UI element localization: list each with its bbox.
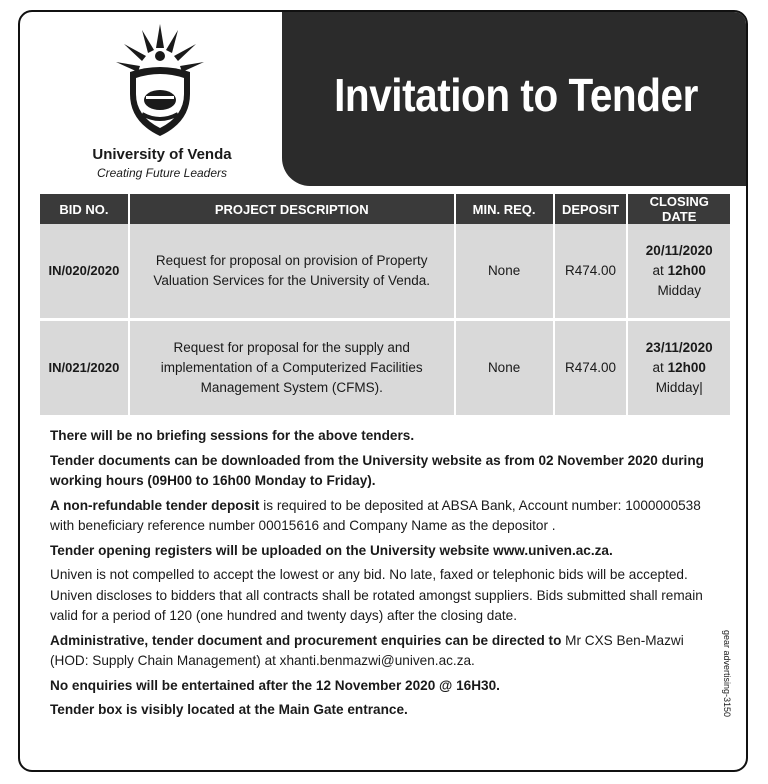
advert-frame	[18, 10, 748, 772]
min-requirement: None	[456, 224, 553, 321]
notice-deposit-bold: A non-refundable tender deposit	[50, 497, 260, 513]
notice-enquiries-bold: Administrative, tender document and procurement enquiries can be directed to	[50, 632, 562, 648]
closing-time-line	[634, 358, 724, 378]
closing-at: at	[652, 263, 664, 278]
table-row	[40, 224, 730, 321]
deposit-amount: R474.00	[555, 224, 627, 321]
notice-briefing: There will be no briefing sessions for the above tenders.	[50, 428, 415, 443]
project-description: Request for proposal on provision of Property Valuation Services for the University of Venda.	[130, 224, 454, 321]
column-header-closing-date: CLOSING DATE	[628, 194, 730, 224]
notice-body	[50, 426, 720, 725]
deposit-amount: R474.00	[555, 321, 627, 418]
table-row	[40, 321, 730, 418]
closing-note: Midday|	[655, 380, 703, 395]
closing-date-cell	[628, 321, 730, 418]
notice-enquiries-text: Mr CXS Ben-Mazwi (HOD: Supply Chain Management) at xhanti.benmazwi@univen.ac.za.	[50, 632, 684, 668]
closing-time-line	[634, 261, 724, 281]
closing-date: 23/11/2020	[645, 340, 713, 355]
closing-note: Midday	[657, 283, 701, 298]
agency-credit: gear advertising-3150	[722, 630, 732, 718]
notice-deposit	[50, 496, 720, 537]
closing-date: 20/11/2020	[645, 243, 713, 258]
closing-date-cell	[628, 224, 730, 321]
notice-tender-box: Tender box is visibly located at the Main Gate entrance.	[50, 702, 408, 717]
notice-deposit-text: is required to be deposited at ABSA Bank, Account number: 1000000538 with beneficiary reference number 00015616 and Company Name as the depositor .	[50, 497, 701, 533]
notice-registers: Tender opening registers will be uploaded on the University website www.univen.ac.za.	[50, 542, 613, 558]
university-crest-logo	[112, 22, 208, 140]
column-header-bid-no: BID NO.	[40, 194, 128, 224]
notice-enquiries	[50, 631, 720, 672]
title-banner	[282, 12, 748, 186]
column-header-description: PROJECT DESCRIPTION	[130, 194, 454, 224]
notice-deadline: No enquiries will be entertained after the 12 November 2020 @ 16H30.	[50, 677, 500, 693]
page-title: Invitation to Tender	[334, 69, 698, 121]
notice-conditions: Univen is not compelled to accept the lowest or any bid. No late, faxed or telephonic bids will be accepted. Univen discloses to bidders that all contracts shall be rotated amongst suppliers. Bids submitted shall remain valid for a period of 120 (one hundred and twenty days) after the closing date.	[50, 567, 703, 623]
table-header-row	[40, 194, 730, 224]
closing-at: at	[652, 360, 664, 375]
bid-number: IN/020/2020	[40, 224, 128, 321]
column-header-min-req: MIN. REQ.	[456, 194, 553, 224]
column-header-deposit: DEPOSIT	[555, 194, 627, 224]
min-requirement: None	[456, 321, 553, 418]
project-description: Request for proposal for the supply and implementation of a Computerized Facilities Management System (CFMS).	[130, 321, 454, 418]
university-name: University of Venda	[92, 146, 232, 163]
tender-table	[38, 194, 732, 418]
notice-download: Tender documents can be downloaded from the University website as from 02 November 2020 during working hours (09H00 to 16h00 Monday to Friday).	[50, 452, 704, 488]
closing-time: 12h00	[667, 263, 706, 278]
bid-number: IN/021/2020	[40, 321, 128, 418]
university-tagline: Creating Future Leaders	[96, 166, 228, 180]
closing-time: 12h00	[667, 360, 706, 375]
